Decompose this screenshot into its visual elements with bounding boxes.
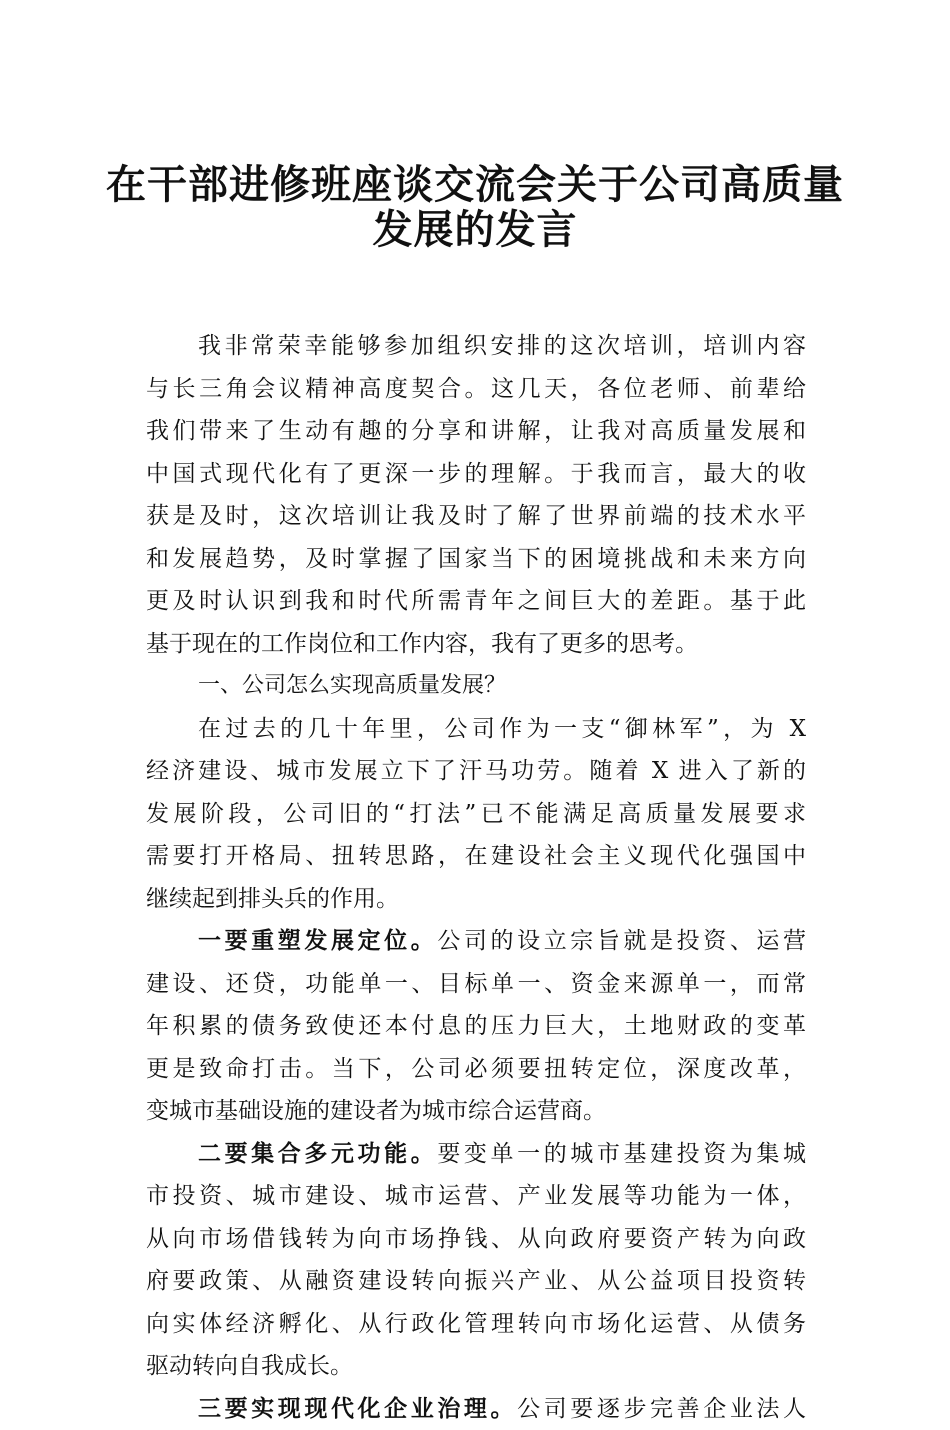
- paragraph-3-text: 公司的设立宗旨就是投资、运营: [437, 928, 806, 954]
- paragraph-4-text: 要变单一的城市基建投资为集城: [437, 1141, 806, 1167]
- paragraph-2-line: 需要打开格局、扭转思路，在建设社会主义现代化强国中: [146, 835, 806, 878]
- paragraph-1-line: 获是及时，这次培训让我及时了解了世界前端的技术水平: [146, 495, 806, 538]
- paragraph-1-line: 我非常荣幸能够参加组织安排的这次培训，培训内容: [146, 325, 806, 368]
- paragraph-4-lead: 二要集合多元功能。: [198, 1141, 437, 1167]
- paragraph-2-line: 发展阶段，公司旧的“打法”已不能满足高质量发展要求: [146, 793, 806, 836]
- paragraph-4-line: 府要政策、从融资建设转向振兴产业、从公益项目投资转: [146, 1260, 806, 1303]
- paragraph-3-line: 更是致命打击。当下，公司必须要扭转定位，深度改革，: [146, 1048, 806, 1091]
- paragraph-1-line: 与长三角会议精神高度契合。这几天，各位老师、前辈给: [146, 368, 806, 411]
- paragraph-3-line: 建设、还贷，功能单一、目标单一、资金来源单一，而常: [146, 963, 806, 1006]
- paragraph-1-line: 我们带来了生动有趣的分享和讲解，让我对高质量发展和: [146, 410, 806, 453]
- paragraph-4-line: 从向市场借钱转为向市场挣钱、从向政府要资产转为向政: [146, 1218, 806, 1261]
- section-heading-1: 一、公司怎么实现高质量发展？: [146, 665, 806, 708]
- paragraph-3-line: [146, 920, 806, 963]
- paragraph-4-line: [146, 1133, 806, 1176]
- paragraph-1-line: 更及时认识到我和时代所需青年之间巨大的差距。基于此: [146, 580, 806, 623]
- paragraph-2-line: 在过去的几十年里，公司作为一支“御林军”，为 X: [146, 708, 806, 751]
- paragraph-3-line: 年积累的债务致使还本付息的压力巨大，土地财政的变革: [146, 1005, 806, 1048]
- paragraph-5-line: [146, 1388, 806, 1430]
- paragraph-2-line: 经济建设、城市发展立下了汗马功劳。随着 X 进入了新的: [146, 750, 806, 793]
- paragraph-5-text: 公司要逐步完善企业法人: [517, 1396, 806, 1422]
- document-body: [146, 325, 806, 1430]
- paragraph-1-line: 中国式现代化有了更深一步的理解。于我而言，最大的收: [146, 453, 806, 496]
- paragraph-4-line: 向实体经济孵化、从行政化管理转向市场化运营、从债务: [146, 1303, 806, 1346]
- paragraph-4-line: 驱动转向自我成长。: [146, 1345, 806, 1388]
- paragraph-2-line: 继续起到排头兵的作用。: [146, 878, 806, 921]
- paragraph-3-lead: 一要重塑发展定位。: [198, 928, 437, 954]
- paragraph-5-lead: 三要实现现代化企业治理。: [198, 1396, 517, 1422]
- document-title-line-2: 发展的发言: [0, 205, 950, 255]
- paragraph-1-line: 基于现在的工作岗位和工作内容，我有了更多的思考。: [146, 623, 806, 666]
- paragraph-3-line: 变城市基础设施的建设者为城市综合运营商。: [146, 1090, 806, 1133]
- document-title-line-1: 在干部进修班座谈交流会关于公司高质量: [0, 160, 950, 210]
- paragraph-4-line: 市投资、城市建设、城市运营、产业发展等功能为一体，: [146, 1175, 806, 1218]
- paragraph-1-line: 和发展趋势，及时掌握了国家当下的困境挑战和未来方向: [146, 538, 806, 581]
